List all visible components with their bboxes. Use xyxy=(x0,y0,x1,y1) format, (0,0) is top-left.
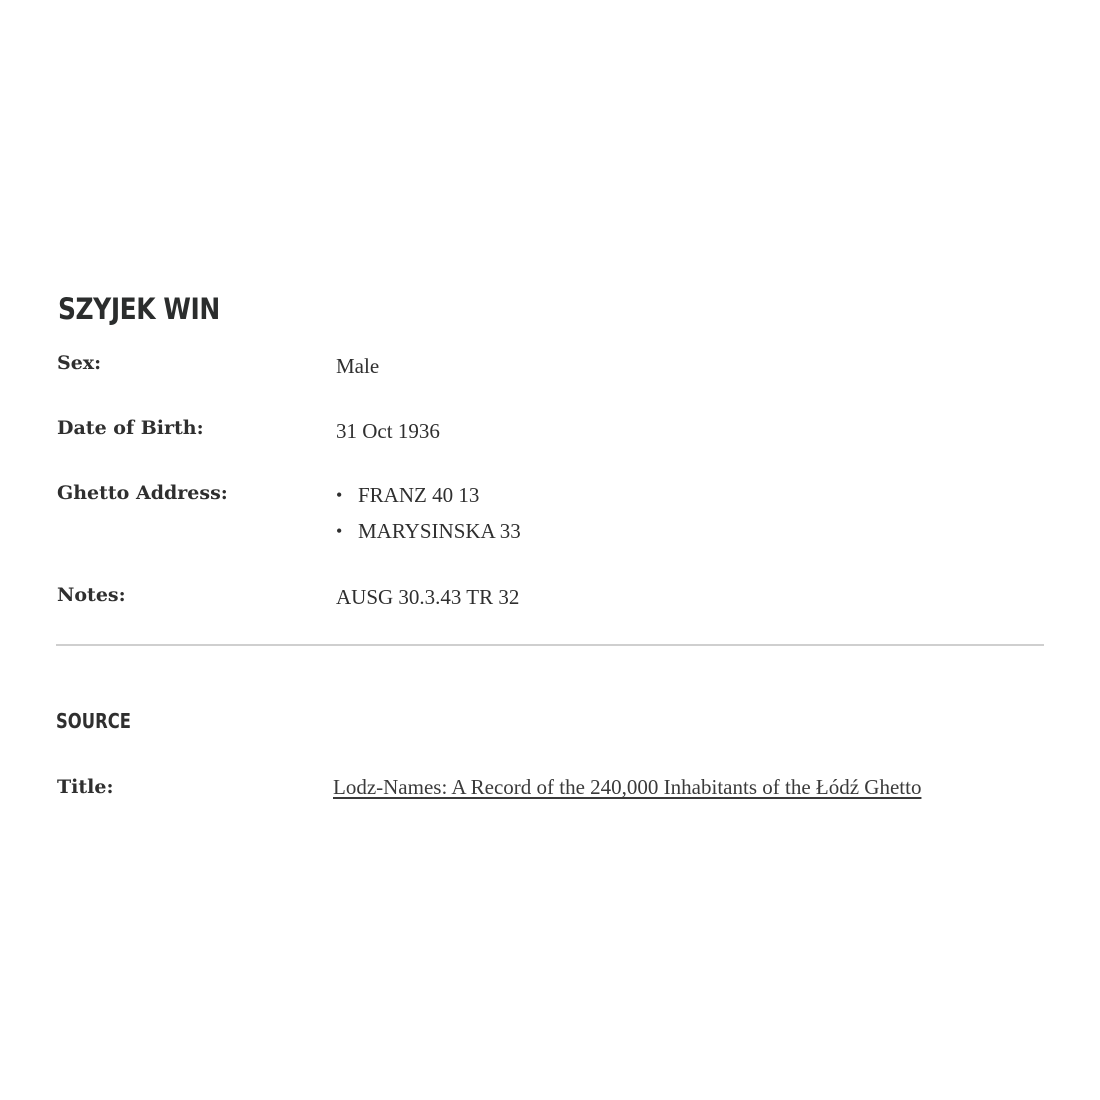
section-divider xyxy=(56,644,1044,646)
source-title-label: Title: xyxy=(57,776,114,798)
date-of-birth-value: 31 Oct 1936 xyxy=(336,419,440,443)
sex-label: Sex: xyxy=(57,352,102,374)
notes-value: AUSG 30.3.43 TR 32 xyxy=(336,585,520,609)
address-list-item xyxy=(336,483,521,519)
bullet-icon: • xyxy=(336,521,343,541)
address-list-item xyxy=(336,519,521,555)
source-heading: SOURCE xyxy=(56,709,131,733)
ghetto-address-list xyxy=(336,483,521,555)
person-name: SZYJEK WIN xyxy=(58,292,220,326)
date-of-birth-label: Date of Birth: xyxy=(57,417,204,439)
bullet-icon: • xyxy=(336,485,343,505)
address-text: FRANZ 40 13 xyxy=(358,483,480,507)
ghetto-address-label: Ghetto Address: xyxy=(57,482,228,504)
sex-value: Male xyxy=(336,354,380,378)
source-title-link[interactable]: Lodz-Names: A Record of the 240,000 Inhabitants of the Łódź Ghetto xyxy=(333,775,922,799)
notes-label: Notes: xyxy=(57,584,126,606)
address-text: MARYSINSKA 33 xyxy=(358,519,521,543)
